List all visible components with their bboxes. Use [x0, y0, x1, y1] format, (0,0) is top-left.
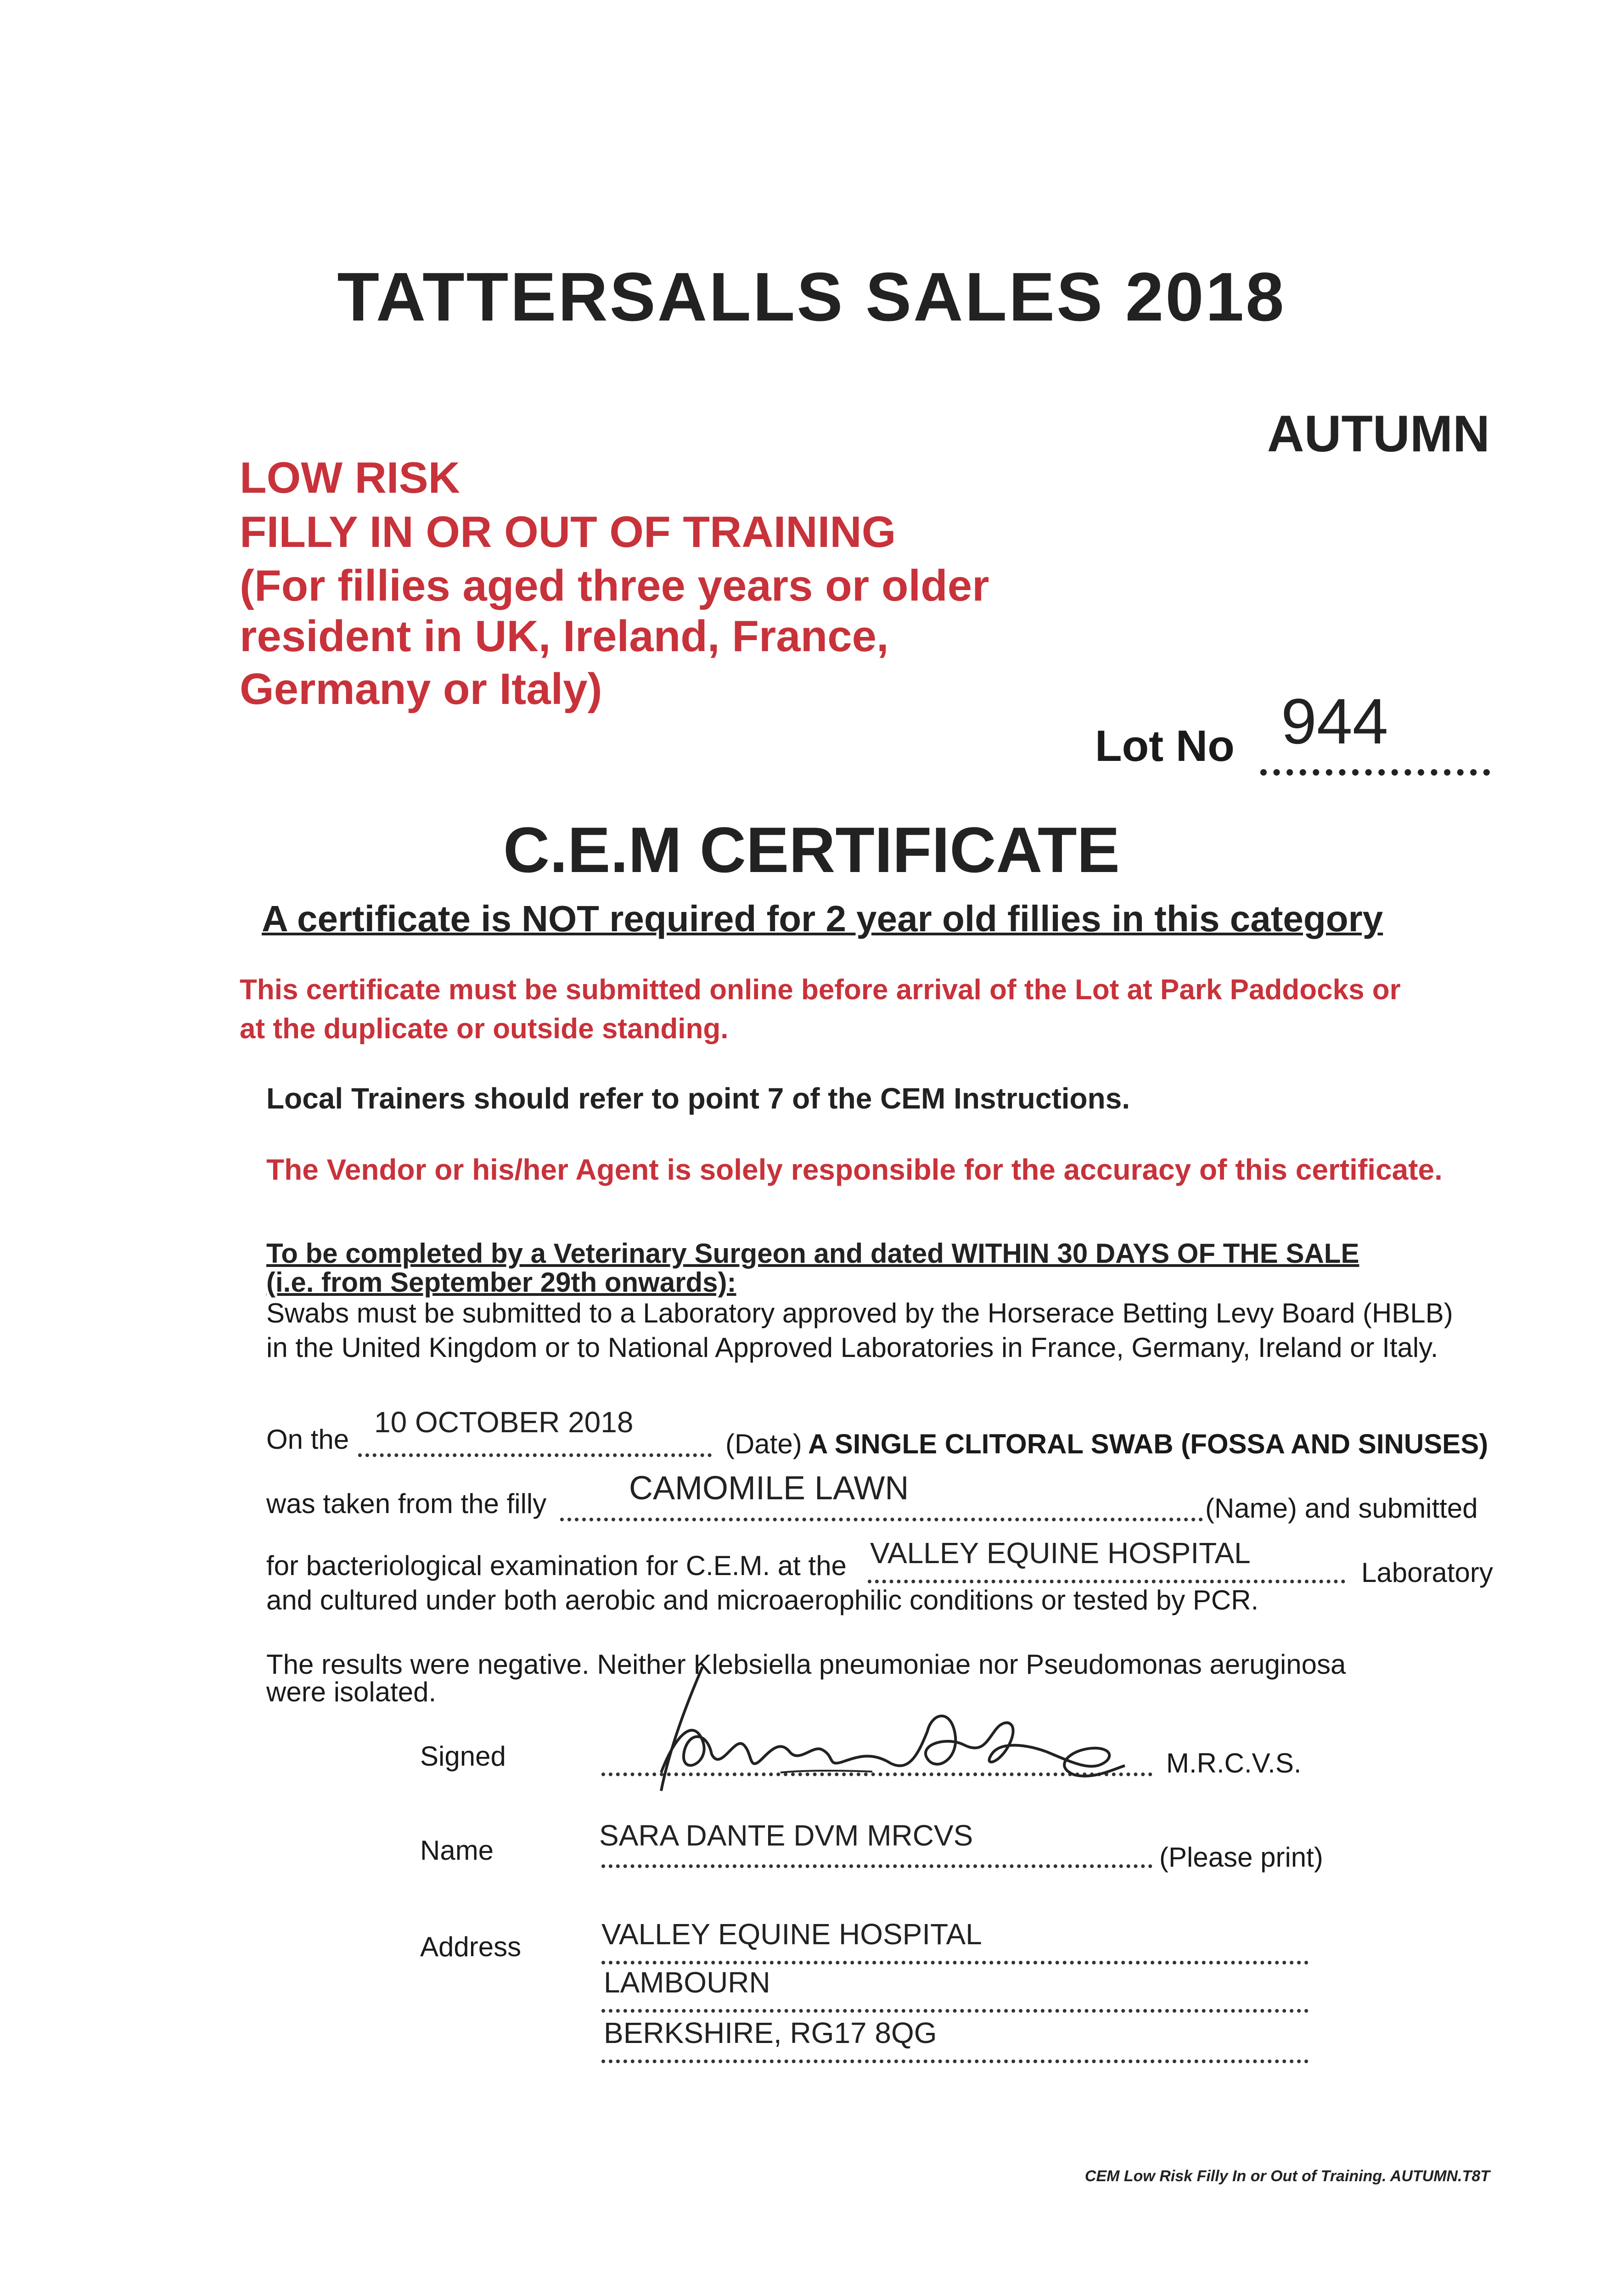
- instructions-heading-line-1: To be completed by a Veterinary Surgeon and dated WITHIN 30 DAYS OF THE SALE: [266, 1238, 1359, 1269]
- lot-number-label: Lot No: [1095, 721, 1235, 771]
- vendor-responsibility-note: The Vendor or his/her Agent is solely responsible for the accuracy of this certificate.: [266, 1153, 1443, 1186]
- certificate-subtitle: A certificate is NOT required for 2 year old fillies in this category: [262, 898, 1383, 939]
- certificate-title: C.E.M CERTIFICATE: [503, 814, 1120, 886]
- local-trainers-note: Local Trainers should refer to point 7 of the CEM Instructions.: [266, 1082, 1130, 1115]
- lot-number-value: 944: [1281, 685, 1388, 757]
- on-the-label: On the: [266, 1424, 349, 1455]
- instructions-body-line-1: Swabs must be submitted to a Laboratory approved by the Horserace Betting Levy Board (HBLB): [266, 1298, 1453, 1328]
- date-suffix: (Date): [725, 1429, 802, 1459]
- bacteriological-label: for bacteriological examination for C.E.M. at the: [266, 1550, 847, 1581]
- results-line-2: were isolated.: [266, 1677, 437, 1707]
- taken-from-label: was taken from the filly: [266, 1488, 547, 1519]
- address-line-3: BERKSHIRE, RG17 8QG: [604, 2016, 937, 2049]
- filly-name-value: CAMOMILE LAWN: [629, 1470, 909, 1507]
- category-line-5: Germany or Italy): [240, 664, 602, 714]
- please-print-note: (Please print): [1159, 1842, 1323, 1873]
- submission-notice-line-1: This certificate must be submitted online before arrival of the Lot at Park Paddocks or: [240, 974, 1401, 1006]
- cultured-text: and cultured under both aerobic and microaerophilic conditions or tested by PCR.: [266, 1585, 1259, 1615]
- category-line-4: resident in UK, Ireland, France,: [240, 612, 889, 661]
- mrcvs-suffix: M.R.C.V.S.: [1166, 1748, 1302, 1778]
- form-reference-footer: CEM Low Risk Filly In or Out of Training. AUTUMN.T8T: [1084, 2167, 1490, 2185]
- date-value: 10 OCTOBER 2018: [374, 1406, 634, 1439]
- instructions-heading-line-2: (i.e. from September 29th onwards):: [266, 1267, 736, 1298]
- sale-season: AUTUMN: [1267, 405, 1490, 462]
- instructions-body-line-2: in the United Kingdom or to National Approved Laboratories in France, Germany, Ireland or Italy.: [266, 1332, 1438, 1363]
- handwritten-signature: [597, 1653, 1171, 1805]
- category-line-3: (For fillies aged three years or older: [240, 561, 989, 610]
- signed-label: Signed: [420, 1741, 506, 1772]
- results-line-1: The results were negative. Neither Klebsiella pneumoniae nor Pseudomonas aeruginosa: [266, 1649, 1346, 1680]
- name-label: Name: [420, 1835, 494, 1866]
- swab-description: A SINGLE CLITORAL SWAB (FOSSA AND SINUSES): [808, 1429, 1488, 1459]
- submission-notice-line-2: at the duplicate or outside standing.: [240, 1013, 729, 1045]
- laboratory-value: VALLEY EQUINE HOSPITAL: [870, 1536, 1251, 1570]
- vet-name-value: SARA DANTE DVM MRCVS: [599, 1819, 973, 1852]
- address-line-2: LAMBOURN: [604, 1966, 770, 1999]
- name-suffix: (Name) and submitted: [1205, 1493, 1478, 1524]
- document-title: TATTERSALLS SALES 2018: [337, 258, 1286, 335]
- category-line-1: LOW RISK: [240, 453, 460, 502]
- address-label: Address: [420, 1931, 522, 1962]
- category-line-2: FILLY IN OR OUT OF TRAINING: [240, 507, 896, 557]
- laboratory-suffix: Laboratory: [1361, 1557, 1493, 1588]
- address-line-1: VALLEY EQUINE HOSPITAL: [601, 1918, 982, 1951]
